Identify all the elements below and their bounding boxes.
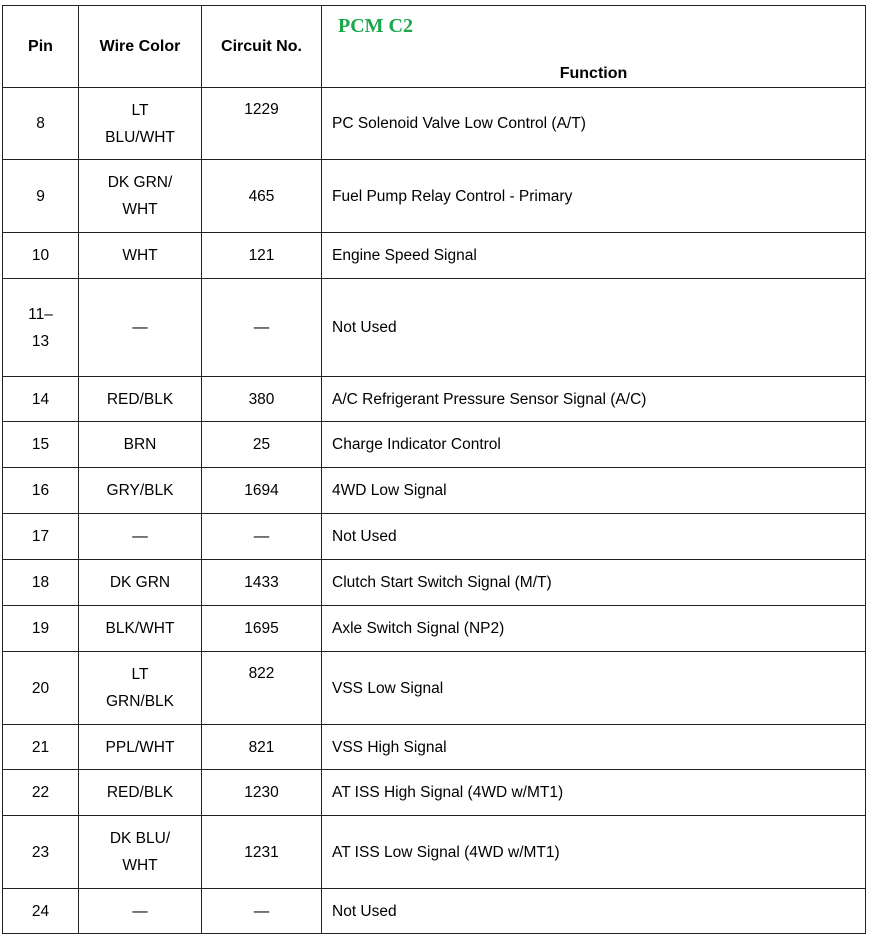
- pin-cell: 16: [3, 468, 79, 514]
- function-cell: VSS High Signal: [322, 725, 866, 770]
- function-cell: Axle Switch Signal (NP2): [322, 606, 866, 652]
- function-cell: Clutch Start Switch Signal (M/T): [322, 560, 866, 606]
- table-row: [3, 514, 866, 560]
- pin-cell: 21: [3, 725, 79, 770]
- wire-color-cell: LT BLU/WHT: [79, 88, 202, 160]
- wire-color-cell: DK GRN/ WHT: [79, 160, 202, 233]
- circuit-cell: 821: [202, 725, 322, 770]
- pin-cell: 23: [3, 816, 79, 889]
- header-wire-color: Wire Color: [79, 6, 202, 88]
- table-row: [3, 725, 866, 770]
- circuit-cell: 1230: [202, 770, 322, 816]
- circuit-cell: 121: [202, 233, 322, 279]
- header-row: [3, 6, 866, 88]
- pin-cell: 10: [3, 233, 79, 279]
- table-row: [3, 160, 866, 233]
- table-row: [3, 279, 866, 377]
- connector-label: PCM C2: [338, 15, 413, 37]
- circuit-cell: 1231: [202, 816, 322, 889]
- wire-color-cell: LT GRN/BLK: [79, 652, 202, 725]
- table-row: [3, 422, 866, 468]
- wire-color-cell: BLK/WHT: [79, 606, 202, 652]
- wire-color-cell: —: [79, 889, 202, 934]
- wire-color-cell: GRY/BLK: [79, 468, 202, 514]
- pin-cell: 17: [3, 514, 79, 560]
- table-row: [3, 377, 866, 422]
- wire-color-cell: RED/BLK: [79, 770, 202, 816]
- pin-cell: 15: [3, 422, 79, 468]
- circuit-cell: 25: [202, 422, 322, 468]
- function-cell: Fuel Pump Relay Control - Primary: [322, 160, 866, 233]
- header-circuit: Circuit No.: [202, 6, 322, 88]
- circuit-cell: 380: [202, 377, 322, 422]
- function-cell: AT ISS Low Signal (4WD w/MT1): [322, 816, 866, 889]
- table-row: [3, 560, 866, 606]
- wire-color-cell: —: [79, 514, 202, 560]
- table-row: [3, 652, 866, 725]
- pinout-table: [2, 5, 866, 934]
- wire-color-cell: PPL/WHT: [79, 725, 202, 770]
- circuit-cell: —: [202, 514, 322, 560]
- table-row: [3, 770, 866, 816]
- circuit-cell: 1694: [202, 468, 322, 514]
- circuit-cell: 1695: [202, 606, 322, 652]
- wire-color-cell: —: [79, 279, 202, 377]
- circuit-cell: 1229: [202, 88, 322, 160]
- circuit-cell: 1433: [202, 560, 322, 606]
- table-row: [3, 606, 866, 652]
- wire-color-cell: DK BLU/ WHT: [79, 816, 202, 889]
- table-row: [3, 468, 866, 514]
- pin-cell: 19: [3, 606, 79, 652]
- header-pin: Pin: [3, 6, 79, 88]
- function-cell: Not Used: [322, 279, 866, 377]
- function-cell: 4WD Low Signal: [322, 468, 866, 514]
- pin-cell: 9: [3, 160, 79, 233]
- header-function-cell: [322, 6, 866, 88]
- circuit-cell: 465: [202, 160, 322, 233]
- pin-cell: 18: [3, 560, 79, 606]
- wire-color-cell: DK GRN: [79, 560, 202, 606]
- function-cell: AT ISS High Signal (4WD w/MT1): [322, 770, 866, 816]
- pin-cell: 14: [3, 377, 79, 422]
- function-cell: A/C Refrigerant Pressure Sensor Signal (A/C): [322, 377, 866, 422]
- function-cell: Not Used: [322, 889, 866, 934]
- table-row: [3, 233, 866, 279]
- function-cell: VSS Low Signal: [322, 652, 866, 725]
- circuit-cell: 822: [202, 652, 322, 725]
- table-row: [3, 88, 866, 160]
- function-cell: PC Solenoid Valve Low Control (A/T): [322, 88, 866, 160]
- circuit-cell: —: [202, 889, 322, 934]
- pin-cell: 24: [3, 889, 79, 934]
- pin-cell: 20: [3, 652, 79, 725]
- pin-cell: 8: [3, 88, 79, 160]
- function-cell: Charge Indicator Control: [322, 422, 866, 468]
- wire-color-cell: RED/BLK: [79, 377, 202, 422]
- circuit-cell: —: [202, 279, 322, 377]
- table-row: [3, 889, 866, 934]
- wire-color-cell: BRN: [79, 422, 202, 468]
- function-cell: Engine Speed Signal: [322, 233, 866, 279]
- function-cell: Not Used: [322, 514, 866, 560]
- wire-color-cell: WHT: [79, 233, 202, 279]
- header-function: Function: [559, 65, 628, 82]
- pin-cell: 11– 13: [3, 279, 79, 377]
- pin-cell: 22: [3, 770, 79, 816]
- table-row: [3, 816, 866, 889]
